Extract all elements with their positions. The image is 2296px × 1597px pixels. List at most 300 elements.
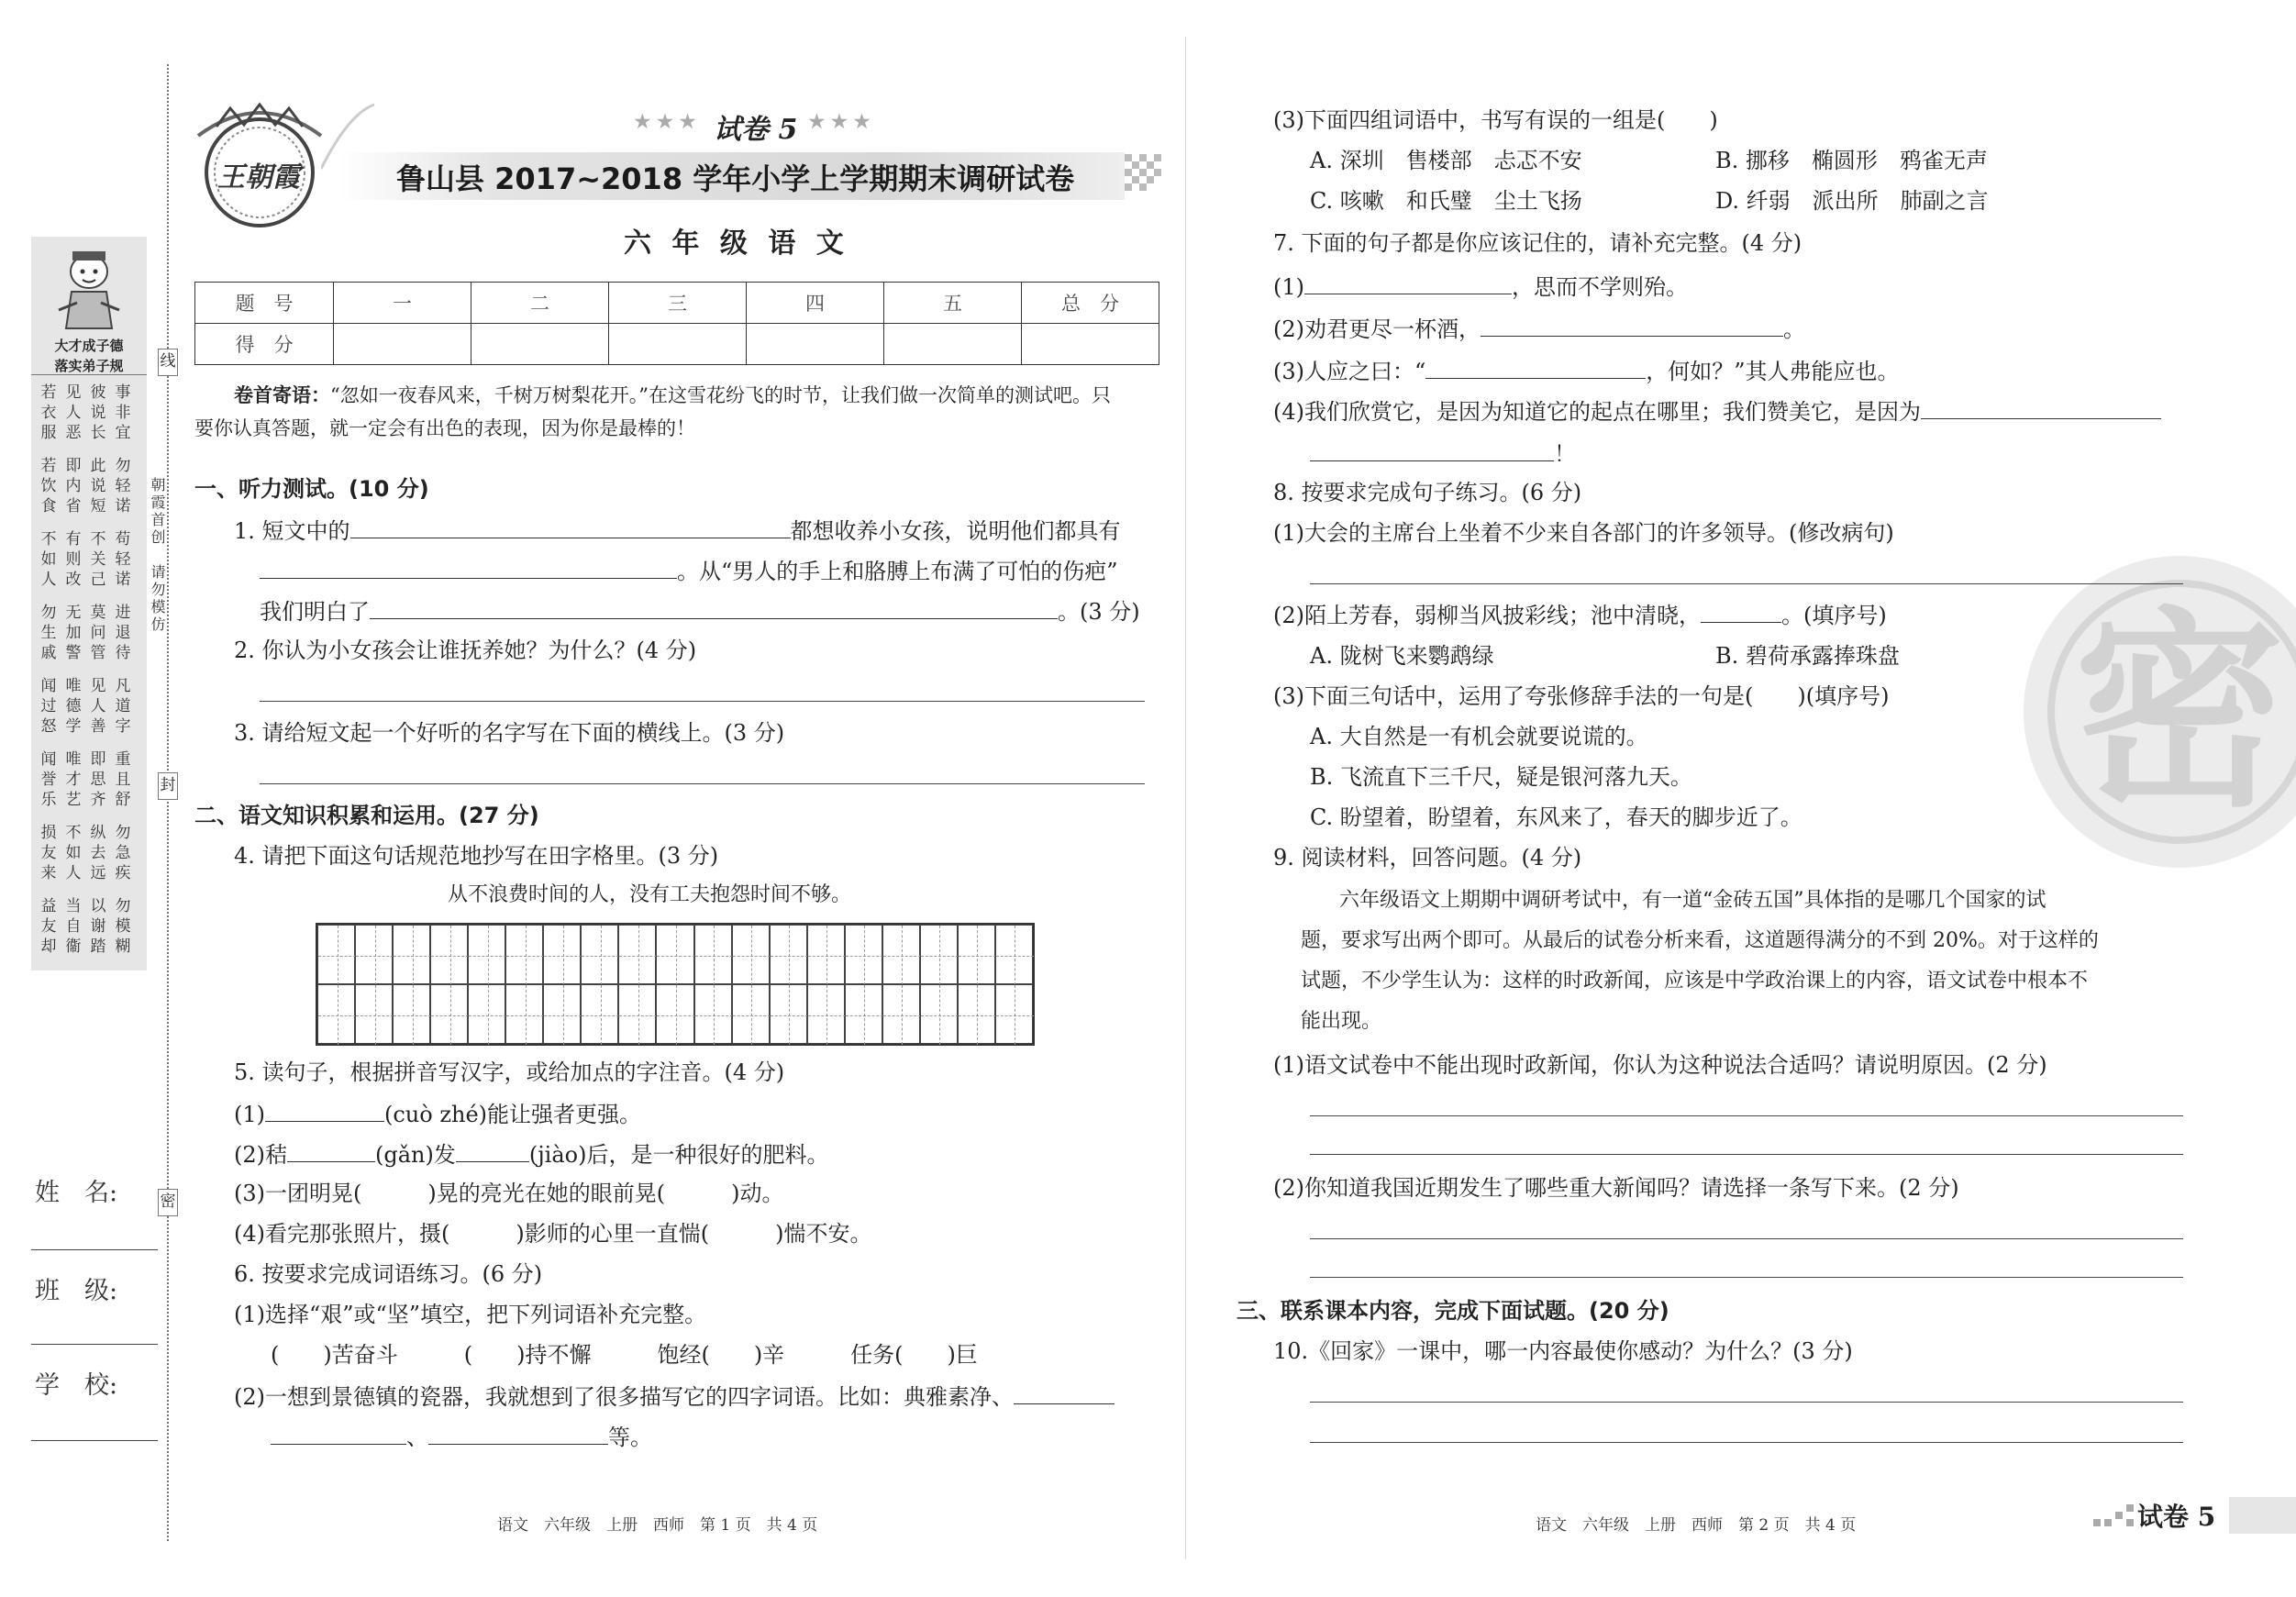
tianzige-guide-horizontal	[582, 1015, 619, 1016]
sidebar-verse-char: 誉	[40, 771, 57, 789]
sidebar-verse-char: 说	[90, 404, 106, 422]
score-table-score-row	[195, 324, 1159, 365]
q10-answer-line-2[interactable]	[1310, 1442, 2183, 1443]
tianzige-guide-horizontal	[959, 1015, 996, 1016]
q6-item-1-words: ( )苦奋斗 ( )持不懈 饱经( )辛 任务( )巨	[271, 1342, 978, 1368]
sidebar-verse-char: 则	[65, 550, 82, 569]
tianzige-cell[interactable]	[618, 925, 656, 984]
q6-2-blank-2[interactable]	[271, 1420, 406, 1445]
q5-2-blank-1[interactable]	[287, 1137, 375, 1162]
sidebar-verse-char: 字	[115, 717, 131, 736]
sidebar-verse-char: 不	[40, 530, 57, 549]
sidebar-verse-char: 生	[40, 624, 57, 642]
sidebar-verse-char: 饮	[40, 477, 57, 495]
school-label: 学 校:	[35, 1371, 118, 1400]
paper-badge: 试卷 5	[714, 114, 798, 146]
question-9: 9. 阅读材料，回答问题。(4 分)	[1273, 845, 1582, 871]
tianzige-cell[interactable]	[995, 925, 1033, 984]
class-label: 班 级:	[35, 1277, 118, 1305]
question-2: 2. 你认为小女孩会让谁抚养她？为什么？(4 分)	[234, 638, 697, 663]
tianzige-guide-horizontal	[582, 956, 619, 957]
q7-1-blank[interactable]	[1304, 270, 1512, 294]
question-6: 6. 按要求完成词语练习。(6 分)	[234, 1261, 543, 1287]
sidebar-divider	[31, 374, 147, 375]
question-3: 3. 请给短文起一个好听的名字写在下面的横线上。(3 分)	[234, 720, 785, 746]
q5-item-4: (4)看完那张照片，摄( )影师的心里一直惴( )惴不安。	[234, 1221, 872, 1247]
sidebar-verse-char: 勿	[115, 824, 131, 842]
tianzige-guide-horizontal	[469, 1015, 506, 1016]
tianzige-cell[interactable]	[920, 984, 958, 1044]
q8-2-text-b: 。(填序号)	[1781, 603, 1887, 628]
sidebar-verse-char: 恶	[65, 424, 82, 442]
tianzige-cell[interactable]	[807, 925, 845, 984]
score-table	[194, 282, 1159, 365]
score-header-cell: 一	[334, 283, 471, 324]
sidebar-verse-char: 人	[40, 571, 57, 589]
tianzige-guide-horizontal	[544, 1015, 582, 1016]
tianzige-guide-horizontal	[808, 956, 846, 957]
tianzige-guide-horizontal	[959, 956, 996, 957]
q8-1-answer-line[interactable]	[1310, 583, 2183, 584]
sidebar-verse-char: 无	[65, 604, 82, 622]
score-row-label: 得 分	[195, 324, 334, 365]
sidebar-verse-char: 友	[40, 917, 57, 936]
tianzige-cell[interactable]	[770, 984, 807, 1044]
tianzige-guide-horizontal	[356, 1015, 394, 1016]
sidebar-verse-char: 重	[115, 750, 131, 769]
q9-passage-line-4: 能出现。	[1301, 1010, 1382, 1033]
q6-2-blank-3[interactable]	[428, 1420, 608, 1445]
tianzige-guide-horizontal	[771, 1015, 808, 1016]
sidebar-verse-char: 衞	[65, 937, 82, 956]
score-cell[interactable]	[747, 324, 884, 365]
sidebar-verse-char: 苟	[115, 530, 131, 549]
name-label: 姓 名:	[35, 1179, 118, 1207]
sidebar-verse-char: 勿	[115, 457, 131, 475]
sidebar-verse-char: 此	[90, 457, 106, 475]
sidebar-verse-char: 凡	[115, 677, 131, 695]
badge-stars-left: ★★★	[633, 110, 701, 134]
class-field[interactable]	[31, 1344, 158, 1345]
score-header-cell: 二	[471, 283, 609, 324]
q6-3-option-b: B. 挪移 椭圆形 鸦雀无声	[1715, 148, 1988, 173]
tianzige-guide-horizontal	[657, 1015, 694, 1016]
sidebar-verse-char: 过	[40, 697, 57, 715]
tianzige-guide-horizontal	[619, 1015, 657, 1016]
q5-1-text-a: (1)	[234, 1102, 265, 1127]
sidebar-verse-char: 莫	[90, 604, 106, 622]
score-cell[interactable]	[334, 324, 471, 365]
score-cell[interactable]	[471, 324, 609, 365]
q7-item-2	[1273, 312, 1805, 345]
tianzige-guide-horizontal	[619, 956, 657, 957]
tianzige-cell[interactable]	[317, 984, 355, 1044]
sidebar-verse-char: 如	[40, 550, 57, 569]
q7-4-text-b: ！	[1554, 441, 1576, 467]
sidebar-verse-char: 远	[90, 864, 106, 882]
question-5: 5. 读句子，根据拼音写汉字，或给加点的字注音。(4 分)	[234, 1059, 785, 1085]
score-header-cell: 四	[747, 283, 884, 324]
q6-item-2-line-1	[234, 1380, 1115, 1413]
sidebar-verse-char: 即	[65, 457, 82, 475]
q1-blank-2[interactable]	[260, 554, 677, 579]
corner-gray-tab	[2229, 1497, 2296, 1534]
sidebar-verse-char: 以	[90, 897, 106, 915]
sidebar-title-1: 大才成子德	[54, 338, 124, 354]
sidebar-verse-char: 事	[115, 383, 131, 402]
tianzige-cell[interactable]	[468, 984, 505, 1044]
q1-blank-3[interactable]	[370, 594, 1058, 619]
brand-logo-text: 王朝霞	[217, 161, 300, 194]
sidebar-verse-char: 来	[40, 864, 57, 882]
sidebar-verse-char: 如	[65, 844, 82, 862]
sidebar-verse-char: 戚	[40, 644, 57, 662]
tianzige-guide-horizontal	[846, 956, 883, 957]
tianzige-guide-horizontal	[394, 956, 431, 957]
sidebar-panel	[31, 237, 147, 970]
q7-item-1	[1273, 270, 1688, 303]
sidebar-verse-char: 说	[90, 477, 106, 495]
sidebar-verse-char: 才	[65, 771, 82, 789]
sidebar-verse-char: 闻	[40, 677, 57, 695]
badge-stars-right: ★★★	[807, 110, 875, 134]
section-2-heading: 二、语文知识积累和运用。(27 分)	[194, 803, 539, 828]
fold-label-secret: 密	[158, 1189, 178, 1216]
tianzige-cell[interactable]	[430, 984, 468, 1044]
tianzige-guide-horizontal	[883, 956, 921, 957]
sidebar-verse-char: 诺	[115, 571, 131, 589]
sidebar-verse-char: 踏	[90, 937, 106, 956]
copyright-notice: 朝霞首创 请勿模仿	[149, 477, 166, 634]
q5-2-text-c: (jiào)后，是一种很好的肥料。	[528, 1142, 829, 1168]
sidebar-verse-char: 怒	[40, 717, 57, 736]
section-1-heading: 一、听力测试。(10 分)	[194, 476, 429, 502]
score-cell[interactable]	[1022, 324, 1159, 365]
tianzige-cell[interactable]	[770, 925, 807, 984]
left-page-footer: 语文 六年级 上册 西师 第 1 页 共 4 页	[497, 1516, 818, 1535]
q8-item-3: (3)下面三句话中，运用了夸张修辞手法的一句是( )(填序号)	[1273, 683, 1890, 709]
tianzige-cell[interactable]	[430, 925, 468, 984]
q10-answer-line-1[interactable]	[1310, 1402, 2183, 1403]
sidebar-verse-char: 人	[65, 404, 82, 422]
sidebar-verse-char: 乐	[40, 791, 57, 809]
fold-label-line: 线	[158, 349, 178, 376]
sidebar-verse-char: 损	[40, 824, 57, 842]
tianzige-cell[interactable]	[543, 984, 581, 1044]
q7-item-4-line-2	[1310, 437, 1576, 470]
sidebar-verse-char: 服	[40, 424, 57, 442]
q6-item-3: (3)下面四组词语中，书写有误的一组是( )	[1273, 107, 1718, 133]
tianzige-guide-horizontal	[733, 1015, 771, 1016]
q8-2-text-a: (2)陌上芳春，弱柳当风披彩线；池中清晓，	[1273, 603, 1701, 628]
tianzige-cell[interactable]	[656, 984, 693, 1044]
q5-item-2	[234, 1137, 828, 1170]
question-8: 8. 按要求完成句子练习。(6 分)	[1273, 480, 1582, 505]
tianzige-cell[interactable]	[845, 984, 882, 1044]
q9-item-1: (1)语文试卷中不能出现时政新闻，你认为这种说法合适吗？请说明原因。(2 分)	[1273, 1052, 2047, 1078]
q6-3-option-d: D. 纤弱 派出所 肺副之言	[1715, 188, 1989, 214]
q7-2-text-b: 。	[1783, 316, 1805, 342]
q5-2-text-a: (2)秸	[234, 1142, 287, 1168]
score-header-cell: 总 分	[1022, 283, 1159, 324]
sidebar-verse-char: 己	[90, 571, 106, 589]
sidebar-verse-char: 短	[90, 497, 106, 516]
q6-2-text-b: 、	[406, 1425, 428, 1450]
sidebar-verse-char: 宜	[115, 424, 131, 442]
q7-1-text-b: ，思而不学则殆。	[1512, 274, 1688, 300]
sidebar-verse-char: 长	[90, 424, 106, 442]
tianzige-cell[interactable]	[543, 925, 581, 984]
q7-1-text-a: (1)	[1273, 274, 1304, 300]
q9-passage-line-2: 题，要求写出两个即可。从最后的试卷分析来看，这道题得满分的不到 20%。对于这样的	[1301, 929, 2099, 952]
foreword-line-2: 要你认真答题，就一定会有出色的表现，因为你是最棒的！	[194, 417, 695, 439]
sidebar-verse-char: 舒	[115, 791, 131, 809]
q1-blank-1[interactable]	[350, 514, 791, 538]
tianzige-guide-horizontal	[506, 956, 544, 957]
question-1-line-2	[260, 554, 1118, 587]
foreword-label: 卷首寄语：	[234, 383, 330, 406]
tianzige-cell[interactable]	[393, 984, 430, 1044]
q7-4-text-a: (4)我们欣赏它，是因为知道它的起点在哪里；我们赞美它，是因为	[1273, 399, 1921, 425]
q4-sentence: 从不浪费时间的人，没有工夫抱怨时间不够。	[448, 883, 852, 906]
tianzige-cell[interactable]	[468, 925, 505, 984]
tianzige-guide-horizontal	[318, 956, 356, 957]
q8-2-blank[interactable]	[1701, 598, 1781, 623]
sidebar-verse-char: 唯	[65, 750, 82, 769]
sidebar-verse-char: 衣	[40, 404, 57, 422]
sidebar-verse-char: 进	[115, 604, 131, 622]
sidebar-verse-char: 关	[90, 550, 106, 569]
sidebar-verse-char: 唯	[65, 677, 82, 695]
sidebar-verse-char: 谢	[90, 917, 106, 936]
subject-title: 六 年 级 语 文	[624, 227, 849, 260]
sidebar-verse-char: 退	[115, 624, 131, 642]
sidebar-verse-char: 改	[65, 571, 82, 589]
score-header-cell: 三	[609, 283, 747, 324]
q6-item-2-line-2	[271, 1420, 652, 1453]
tianzige-cell[interactable]	[355, 984, 393, 1044]
tianzige-guide-horizontal	[506, 1015, 544, 1016]
foreword-text-1: “忽如一夜春风来，千树万树梨花开。”在这雪花纷飞的时节，让我们做一次简单的测试吧。只	[330, 384, 1111, 406]
tianzige-guide-horizontal	[695, 1015, 733, 1016]
tianzige-cell[interactable]	[732, 925, 770, 984]
tianzige-guide-horizontal	[921, 956, 959, 957]
sidebar-verse-char: 益	[40, 897, 57, 915]
tianzige-guide-horizontal	[733, 956, 771, 957]
question-10: 10.《回家》一课中，哪一内容最使你感动？为什么？(3 分)	[1273, 1338, 1853, 1364]
q7-4-blank-1[interactable]	[1921, 394, 2161, 419]
q9-passage-line-3: 试题，不少学生认为：这样的时政新闻，应该是中学政治课上的内容，语文试卷中根本不	[1301, 970, 2089, 993]
page-divider	[1185, 37, 1186, 1559]
sidebar-verse-char: 加	[65, 624, 82, 642]
sidebar-verse-char: 问	[90, 624, 106, 642]
tianzige-cell[interactable]	[882, 925, 920, 984]
tianzige-guide-horizontal	[431, 1015, 469, 1016]
tianzige-guide-horizontal	[771, 956, 808, 957]
tianzige-cell[interactable]	[694, 984, 732, 1044]
q7-2-blank[interactable]	[1481, 312, 1783, 337]
corner-paper-badge: 试卷 5	[2137, 1502, 2216, 1532]
sidebar-verse-char: 学	[65, 717, 82, 736]
tianzige-grid[interactable]	[316, 923, 1035, 1046]
tianzige-cell[interactable]	[317, 925, 355, 984]
q7-4-blank-2[interactable]	[1310, 437, 1554, 461]
sidebar-verse-char: 道	[115, 697, 131, 715]
q2-answer-line[interactable]	[260, 701, 1145, 702]
tianzige-cell[interactable]	[732, 984, 770, 1044]
sidebar-verse-char: 不	[90, 530, 106, 549]
sidebar-verse-char: 诺	[115, 497, 131, 516]
sidebar-verse-char: 友	[40, 844, 57, 862]
tianzige-guide-horizontal	[356, 956, 394, 957]
q9-1-answer-line-2[interactable]	[1310, 1154, 2183, 1155]
tianzige-cell[interactable]	[505, 984, 543, 1044]
question-7: 7. 下面的句子都是你应该记住的，请补充完整。(4 分)	[1273, 230, 1802, 256]
tianzige-cell[interactable]	[505, 925, 543, 984]
tianzige-guide-horizontal	[808, 1015, 846, 1016]
sidebar-verse-char: 艺	[65, 791, 82, 809]
watermark-character: 密	[2073, 588, 2285, 836]
tianzige-guide-horizontal	[544, 956, 582, 957]
tianzige-cell[interactable]	[355, 925, 393, 984]
sidebar-verse-char: 非	[115, 404, 131, 422]
confidential-watermark	[2024, 556, 2296, 868]
sidebar-verse-char: 警	[65, 644, 82, 662]
tianzige-guide-horizontal	[695, 956, 733, 957]
q6-3-option-c: C. 咳嗽 和氏璧 尘土飞扬	[1310, 188, 1582, 214]
q8-2-option-b: B. 碧荷承露捧珠盘	[1715, 643, 1900, 669]
q9-2-answer-line-2[interactable]	[1310, 1277, 2183, 1278]
sidebar-verse-char: 若	[40, 383, 57, 402]
sidebar-verse-char: 德	[65, 697, 82, 715]
tianzige-cell[interactable]	[958, 984, 995, 1044]
sidebar-verse-char: 省	[65, 497, 82, 516]
tianzige-guide-horizontal	[469, 956, 506, 957]
tianzige-cell[interactable]	[656, 925, 693, 984]
sidebar-verse-char: 不	[65, 824, 82, 842]
tianzige-guide-horizontal	[394, 1015, 431, 1016]
checker-decoration	[1125, 154, 1189, 198]
section-3-heading: 三、联系课本内容，完成下面试题。(20 分)	[1237, 1298, 1669, 1324]
sidebar-verse-char: 去	[90, 844, 106, 862]
tianzige-cell[interactable]	[958, 925, 995, 984]
sidebar-verse-char: 轻	[115, 477, 131, 495]
tianzige-cell[interactable]	[581, 925, 618, 984]
q5-2-blank-2[interactable]	[456, 1137, 529, 1162]
sidebar-verse-char: 人	[90, 697, 106, 715]
q5-1-text-b: (cuò zhé)能让强者更强。	[384, 1102, 642, 1127]
tianzige-cell[interactable]	[920, 925, 958, 984]
sidebar-verse-char: 齐	[90, 791, 106, 809]
q5-item-1	[234, 1097, 641, 1130]
tianzige-cell[interactable]	[807, 984, 845, 1044]
q8-3-option-a: A. 大自然是一有机会就要说谎的。	[1310, 724, 1648, 749]
q1-text-e: 。(3 分)	[1058, 599, 1140, 625]
school-field[interactable]	[31, 1440, 158, 1441]
tianzige-guide-horizontal	[657, 956, 694, 957]
tianzige-cell[interactable]	[618, 984, 656, 1044]
sidebar-verse-char: 却	[40, 937, 57, 956]
q7-3-blank[interactable]	[1425, 354, 1646, 379]
q5-item-3: (3)一团明晃( )晃的亮光在她的眼前晃( )动。	[234, 1181, 784, 1206]
q9-2-answer-line-1[interactable]	[1310, 1238, 2183, 1239]
q5-2-text-b: (gǎn)发	[375, 1142, 456, 1168]
name-field[interactable]	[31, 1249, 158, 1250]
tianzige-guide-horizontal	[431, 956, 469, 957]
score-header-cell: 题 号	[195, 283, 334, 324]
fold-dotted-line	[167, 64, 169, 1541]
score-cell[interactable]	[884, 324, 1022, 365]
q9-1-answer-line-1[interactable]	[1310, 1115, 2183, 1116]
sidebar-verse-char: 内	[65, 477, 82, 495]
tianzige-guide-horizontal	[883, 1015, 921, 1016]
q8-item-2	[1273, 598, 1887, 631]
tianzige-guide-horizontal	[318, 1015, 356, 1016]
question-1-line-3	[260, 594, 1140, 627]
q8-item-1: (1)大会的主席台上坐着不少来自各部门的许多领导。(修改病句)	[1273, 520, 1894, 546]
q8-3-option-b: B. 飞流直下三千尺，疑是银河落九天。	[1310, 764, 1692, 790]
score-header-cell: 五	[884, 283, 1022, 324]
sidebar-verse-char: 思	[90, 771, 106, 789]
q9-passage-line-1: 六年级语文上期期中调研考试中，有一道“金砖五国”具体指的是哪几个国家的试	[1339, 889, 2046, 912]
tianzige-cell[interactable]	[995, 984, 1033, 1044]
q7-item-3	[1273, 354, 1900, 387]
sidebar-verse-char: 有	[65, 530, 82, 549]
sidebar-verse-char: 轻	[115, 550, 131, 569]
sidebar-verse-char: 善	[90, 717, 106, 736]
tianzige-cell[interactable]	[845, 925, 882, 984]
q6-2-blank-1[interactable]	[1014, 1380, 1115, 1404]
q6-3-option-a: A. 深圳 售楼部 忐忑不安	[1310, 148, 1582, 173]
tianzige-guide-horizontal	[996, 1015, 1034, 1016]
tianzige-cell[interactable]	[581, 984, 618, 1044]
q6-item-1: (1)选择“艰”或“坚”填空，把下列词语补充完整。	[234, 1302, 707, 1327]
score-table-header-row	[195, 283, 1159, 324]
corner-dots-decoration	[2093, 1504, 2137, 1532]
paper-title: 鲁山县 2017~2018 学年小学上学期期末调研试卷	[396, 161, 1075, 196]
tianzige-cell[interactable]	[694, 925, 732, 984]
sidebar-verse-char: 见	[65, 383, 82, 402]
sidebar-verse-char: 急	[115, 844, 131, 862]
sidebar-verse-char: 纵	[90, 824, 106, 842]
score-cell[interactable]	[609, 324, 747, 365]
question-4: 4. 请把下面这句话规范地抄写在田字格里。(3 分)	[234, 843, 719, 869]
sidebar-verse-char: 人	[65, 864, 82, 882]
tianzige-guide-horizontal	[921, 1015, 959, 1016]
sidebar-verse-char: 待	[115, 644, 131, 662]
foreword-line-1	[234, 382, 1111, 409]
sidebar-verse-char: 且	[115, 771, 131, 789]
sidebar-verse-char: 彼	[90, 383, 106, 402]
q6-2-text-c: 等。	[608, 1425, 652, 1450]
q7-3-text-b: ，何如？”其人弗能应也。	[1646, 359, 1900, 384]
q1-text-c: 。从“男人的手上和胳膊上布满了可怕的伤疤”	[677, 559, 1118, 584]
sidebar-verse-char: 食	[40, 497, 57, 516]
tianzige-guide-horizontal	[996, 956, 1034, 957]
tianzige-cell[interactable]	[393, 925, 430, 984]
q5-1-blank[interactable]	[265, 1097, 384, 1122]
q6-2-text-a: (2)一想到景德镇的瓷器，我就想到了很多描写它的四字词语。比如：典雅素净、	[234, 1384, 1014, 1410]
sidebar-verse-char: 糊	[115, 937, 131, 956]
scholar-illustration	[50, 246, 128, 330]
question-1-line-1	[234, 514, 1121, 547]
right-page-footer: 语文 六年级 上册 西师 第 2 页 共 4 页	[1536, 1516, 1857, 1535]
sidebar-verse-char: 自	[65, 917, 82, 936]
tianzige-cell[interactable]	[882, 984, 920, 1044]
q3-answer-line[interactable]	[260, 783, 1145, 784]
q1-text-d: 我们明白了	[260, 599, 370, 625]
q1-text-b: 都想收养小女孩，说明他们都具有	[790, 518, 1121, 544]
